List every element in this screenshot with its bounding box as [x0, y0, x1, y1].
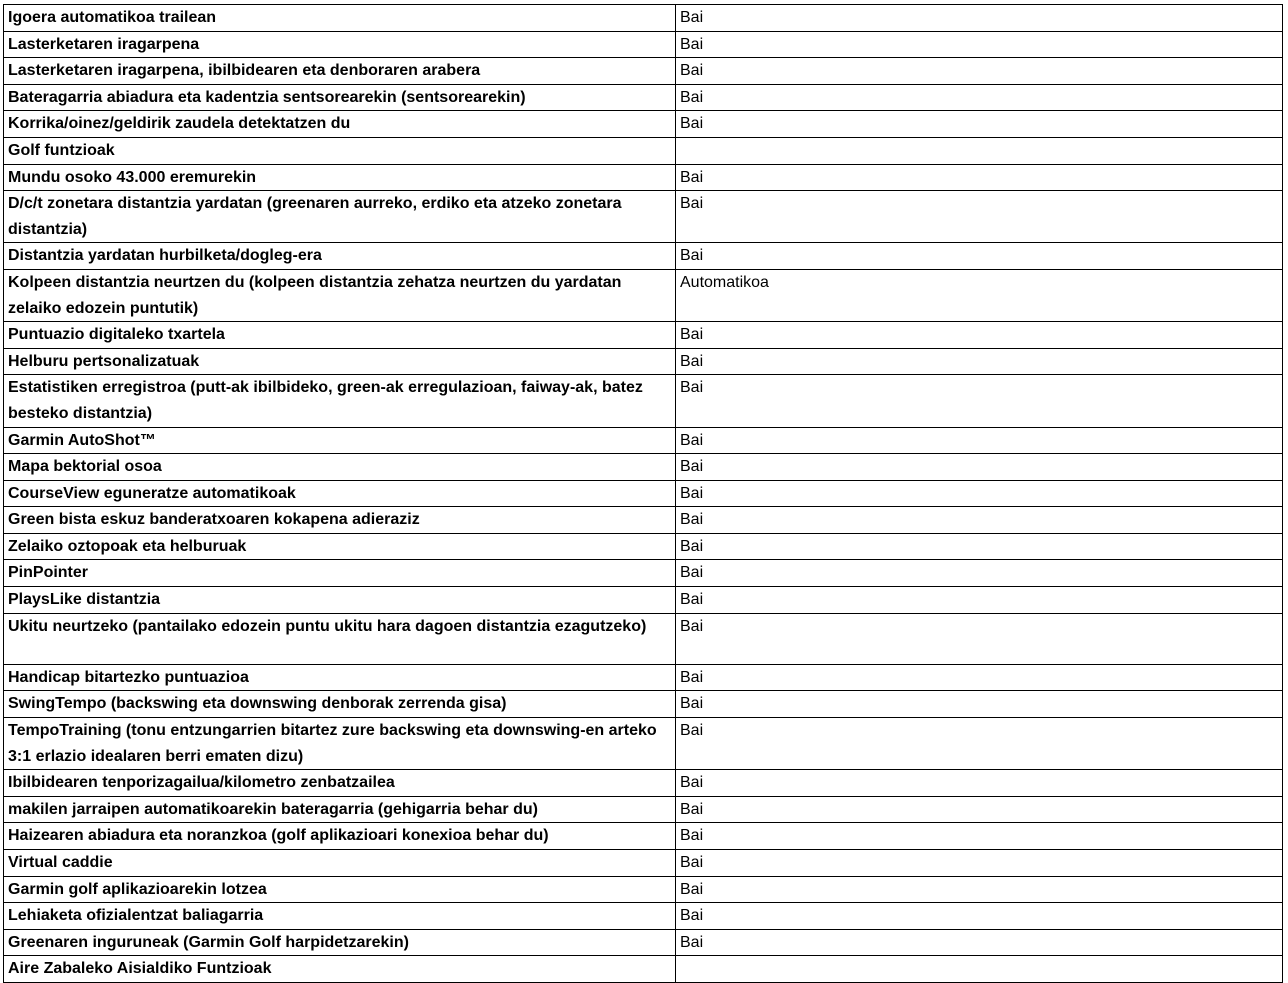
value-cell: Bai [676, 427, 1283, 454]
section-header-cell: Aire Zabaleko Aisialdiko Funtzioak [4, 956, 676, 983]
feature-cell: Bateragarria abiadura eta kadentzia sentsorearekin (sentsorearekin) [4, 84, 676, 111]
value-cell: Bai [676, 929, 1283, 956]
table-row [4, 480, 1283, 507]
feature-cell: TempoTraining (tonu entzungarrien bitartez zure backswing eta downswing-en arteko 3:1 erlazio idealaren berri ematen dizu) [4, 718, 676, 770]
table-row [4, 58, 1283, 85]
feature-cell: SwingTempo (backswing eta downswing denborak zerrenda gisa) [4, 691, 676, 718]
value-cell: Bai [676, 533, 1283, 560]
table-row [4, 533, 1283, 560]
feature-cell: Ibilbidearen tenporizagailua/kilometro zenbatzailea [4, 770, 676, 797]
value-cell: Bai [676, 691, 1283, 718]
value-cell [676, 956, 1283, 983]
feature-cell: PlaysLike distantzia [4, 587, 676, 614]
feature-cell: Kolpeen distantzia neurtzen du (kolpeen distantzia zehatza neurtzen du yardatan zelaiko edozein puntutik) [4, 269, 676, 321]
value-cell: Automatikoa [676, 269, 1283, 321]
table-row [4, 375, 1283, 427]
table-row [4, 876, 1283, 903]
table-row [4, 111, 1283, 138]
table-row [4, 269, 1283, 321]
table-row [4, 322, 1283, 349]
table-row [4, 929, 1283, 956]
value-cell: Bai [676, 31, 1283, 58]
value-cell: Bai [676, 903, 1283, 930]
table-row [4, 348, 1283, 375]
value-cell: Bai [676, 191, 1283, 243]
value-cell: Bai [676, 5, 1283, 32]
feature-cell: Greenaren inguruneak (Garmin Golf harpidetzarekin) [4, 929, 676, 956]
table-row [4, 664, 1283, 691]
value-cell: Bai [676, 613, 1283, 664]
feature-cell: Handicap bitartezko puntuazioa [4, 664, 676, 691]
table-row [4, 5, 1283, 32]
feature-cell: Puntuazio digitaleko txartela [4, 322, 676, 349]
feature-cell: Ukitu neurtzeko (pantailako edozein puntu ukitu hara dagoen distantzia ezagutzeko) [4, 613, 676, 664]
table-row [4, 718, 1283, 770]
value-cell: Bai [676, 770, 1283, 797]
table-row [4, 823, 1283, 850]
feature-cell: CourseView eguneratze automatikoak [4, 480, 676, 507]
value-cell: Bai [676, 850, 1283, 877]
table-row [4, 427, 1283, 454]
feature-cell: makilen jarraipen automatikoarekin bateragarria (gehigarria behar du) [4, 796, 676, 823]
table-row [4, 243, 1283, 270]
feature-cell: Lasterketaren iragarpena, ibilbidearen eta denboraren arabera [4, 58, 676, 85]
feature-cell: Garmin golf aplikazioarekin lotzea [4, 876, 676, 903]
value-cell: Bai [676, 823, 1283, 850]
value-cell: Bai [676, 796, 1283, 823]
feature-cell: Haizearen abiadura eta noranzkoa (golf aplikazioari konexioa behar du) [4, 823, 676, 850]
value-cell: Bai [676, 587, 1283, 614]
value-cell: Bai [676, 560, 1283, 587]
value-cell: Bai [676, 243, 1283, 270]
feature-cell: Mundu osoko 43.000 eremurekin [4, 164, 676, 191]
feature-cell: Zelaiko oztopoak eta helburuak [4, 533, 676, 560]
value-cell: Bai [676, 375, 1283, 427]
value-cell: Bai [676, 111, 1283, 138]
table-row [4, 850, 1283, 877]
feature-cell: Green bista eskuz banderatxoaren kokapena adieraziz [4, 507, 676, 534]
table-row [4, 31, 1283, 58]
table-row [4, 691, 1283, 718]
feature-cell: Lasterketaren iragarpena [4, 31, 676, 58]
feature-cell: Korrika/oinez/geldirik zaudela detektatzen du [4, 111, 676, 138]
feature-cell: Garmin AutoShot™ [4, 427, 676, 454]
feature-spec-table [3, 4, 1283, 983]
value-cell: Bai [676, 348, 1283, 375]
feature-cell: Helburu pertsonalizatuak [4, 348, 676, 375]
value-cell: Bai [676, 454, 1283, 481]
table-row [4, 507, 1283, 534]
table-row [4, 903, 1283, 930]
value-cell: Bai [676, 84, 1283, 111]
feature-cell: Lehiaketa ofizialentzat baliagarria [4, 903, 676, 930]
table-row [4, 191, 1283, 243]
table-row [4, 164, 1283, 191]
value-cell: Bai [676, 664, 1283, 691]
feature-cell: Igoera automatikoa trailean [4, 5, 676, 32]
table-row [4, 770, 1283, 797]
feature-cell: D/c/t zonetara distantzia yardatan (greenaren aurreko, erdiko eta atzeko zonetara distantzia) [4, 191, 676, 243]
section-header-row [4, 956, 1283, 983]
section-header-cell: Golf funtzioak [4, 137, 676, 164]
table-row [4, 84, 1283, 111]
table-row [4, 560, 1283, 587]
section-header-row [4, 137, 1283, 164]
table-row [4, 613, 1283, 664]
value-cell: Bai [676, 480, 1283, 507]
value-cell: Bai [676, 58, 1283, 85]
table-row [4, 454, 1283, 481]
feature-cell: Virtual caddie [4, 850, 676, 877]
feature-cell: PinPointer [4, 560, 676, 587]
value-cell [676, 137, 1283, 164]
feature-cell: Estatistiken erregistroa (putt-ak ibilbideko, green-ak erregulazioan, faiway-ak, batez besteko distantzia) [4, 375, 676, 427]
value-cell: Bai [676, 718, 1283, 770]
table-row [4, 796, 1283, 823]
feature-cell: Mapa bektorial osoa [4, 454, 676, 481]
value-cell: Bai [676, 322, 1283, 349]
value-cell: Bai [676, 876, 1283, 903]
table-row [4, 587, 1283, 614]
feature-cell: Distantzia yardatan hurbilketa/dogleg-era [4, 243, 676, 270]
value-cell: Bai [676, 507, 1283, 534]
value-cell: Bai [676, 164, 1283, 191]
